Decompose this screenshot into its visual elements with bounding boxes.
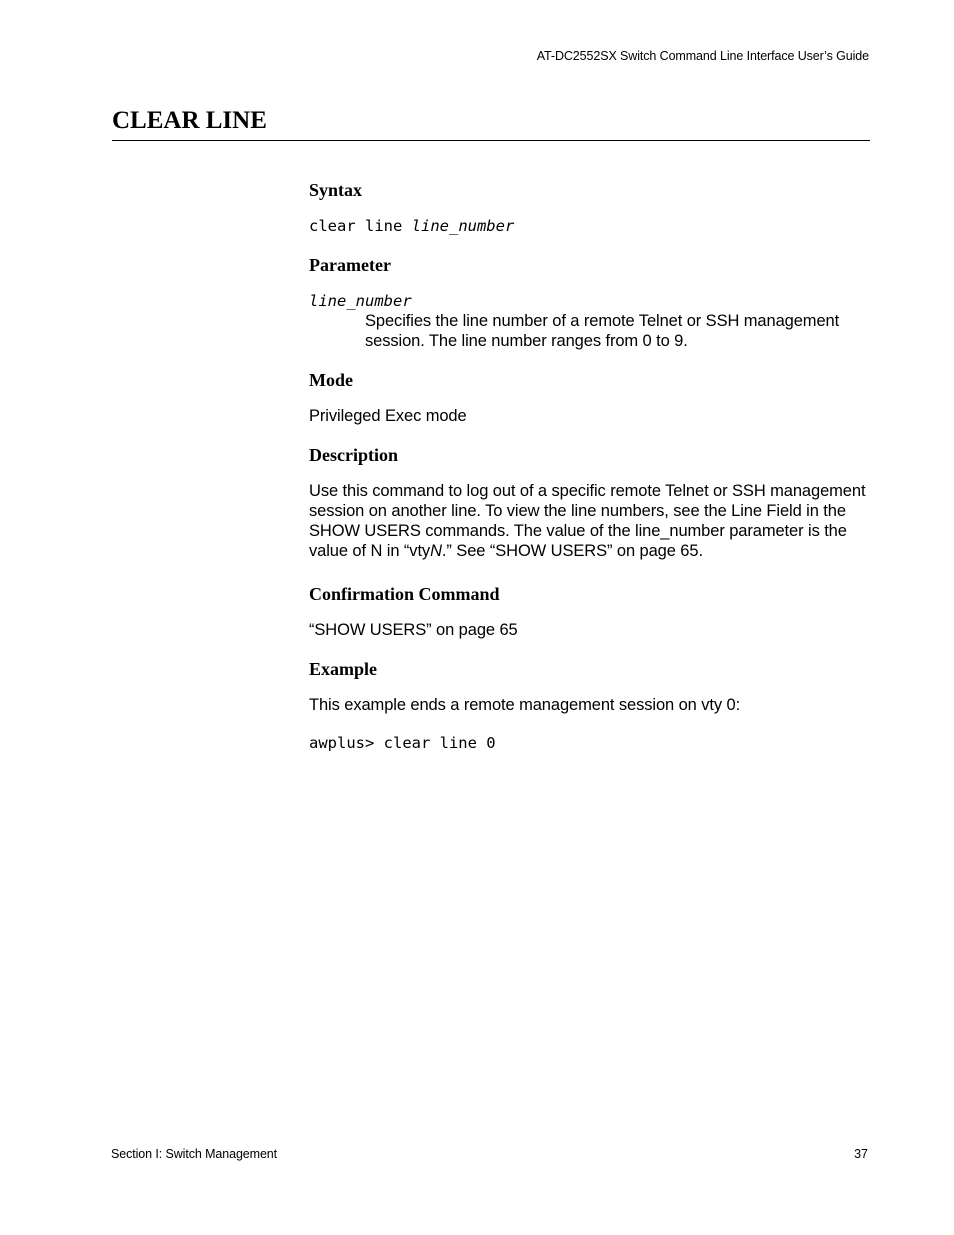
mode-text: Privileged Exec mode [309, 407, 467, 425]
footer-page-number: 37 [854, 1147, 868, 1161]
parameter-heading: Parameter [309, 255, 391, 275]
example-command: awplus> clear line 0 [309, 734, 496, 752]
confirmation-heading: Confirmation Command [309, 584, 500, 604]
content-body [309, 180, 874, 753]
example-intro: This example ends a remote management session on vty 0: [309, 696, 741, 714]
mode-heading: Mode [309, 370, 353, 390]
confirmation-text: “SHOW USERS” on page 65 [309, 621, 518, 639]
example-heading: Example [309, 659, 378, 679]
parameter-name [309, 291, 874, 311]
syntax-command: clear line [309, 217, 412, 235]
title-rule [112, 140, 870, 141]
description-text-before: Use this command to log out of a specific remote Telnet or SSH management session on another line. To view the line numbers, see the Line Field in the SHOW USERS commands. The value of the line_number parameter is the value of N in “vty [309, 482, 866, 560]
running-header: AT-DC2552SX Switch Command Line Interface User’s Guide [536, 49, 869, 63]
syntax-argument: line_number [411, 217, 515, 235]
footer-section: Section I: Switch Management [111, 1147, 278, 1161]
description-heading: Description [309, 445, 398, 465]
syntax-code [309, 216, 874, 236]
parameter-description: Specifies the line number of a remote Telnet or SSH management session. The line number ranges from 0 to 9. [365, 312, 840, 350]
parameter-name-text: line_number [309, 292, 412, 310]
description-italic-n: N [430, 542, 442, 560]
description-text [309, 481, 874, 561]
page-title: CLEAR LINE [112, 107, 267, 134]
syntax-heading: Syntax [309, 180, 363, 200]
description-text-after: .” See “SHOW USERS” on page 65. [441, 542, 703, 560]
